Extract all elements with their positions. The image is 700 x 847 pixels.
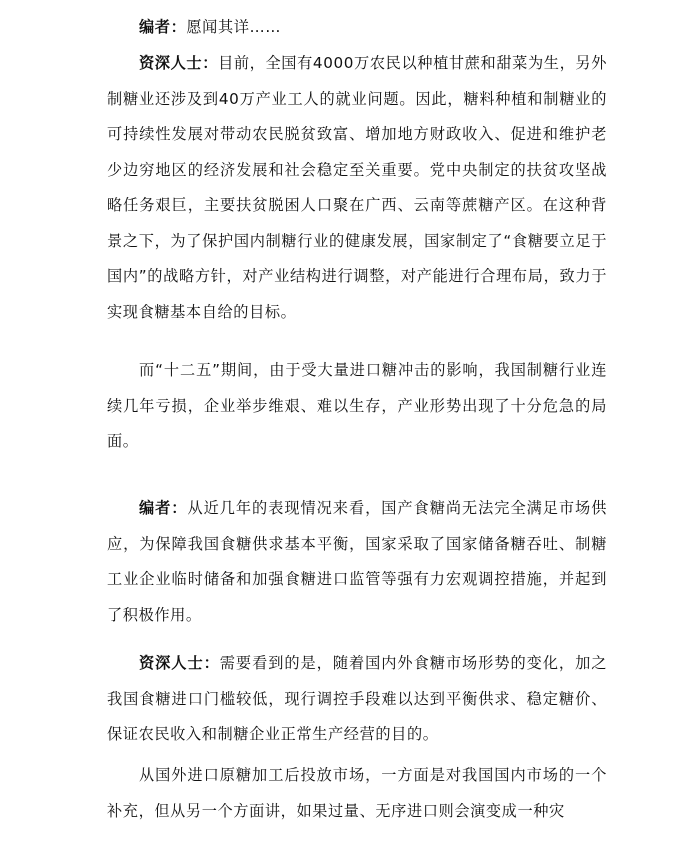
paragraph-text: 从国外进口原糖加工后投放市场，一方面是对我国国内市场的一个补充，但从另一个方面讲，如果过量、无序进口则会演变成一种灾 [107, 766, 607, 820]
speaker-label: 编者： [139, 18, 187, 36]
speaker-label: 资深人士： [139, 54, 219, 72]
paragraph-expert-answer-1 [107, 46, 607, 330]
speaker-label: 编者： [139, 499, 188, 517]
paragraph-text: 需要看到的是，随着国内外食糖市场形势的变化，加之我国食糖进口门槛较低，现行调控手段难以达到平衡供求、稳定糖价、保证农民收入和制糖企业正常生产经营的目的。 [107, 654, 608, 743]
paragraph-text: 愿闻其详…… [186, 18, 282, 36]
speaker-label: 资深人士： [139, 654, 220, 672]
paragraph-continuation-1 [107, 353, 607, 460]
paragraph-editor-question-1 [107, 10, 607, 46]
paragraph-expert-answer-2 [107, 646, 607, 753]
paragraph-editor-question-2 [107, 491, 607, 633]
paragraph-text: 从近几年的表现情况来看，国产食糖尚无法完全满足市场供应，为保障我国食糖供求基本平衡，国家采取了国家储备糖吞吐、制糖工业企业临时储备和加强食糖进口监管等强有力宏观调控措施，并起到了积极作用。 [107, 499, 607, 624]
paragraph-continuation-2 [107, 758, 607, 829]
paragraph-text: 目前，全国有4000万农民以种植甘蔗和甜菜为生，另外制糖业还涉及到40万产业工人的就业问题。因此，糖料种植和制糖业的可持续性发展对带动农民脱贫致富、增加地方财政收入、促进和维护老少边穷地区的经济发展和社会稳定至关重要。党中央制定的扶贫攻坚战略任务艰巨，主要扶贫脱困人口聚在广西、云南等蔗糖产区。在这种背景之下，为了保护国内制糖行业的健康发展，国家制定了“食糖要立足于国内”的战略方针，对产业结构进行调整，对产能进行合理布局，致力于实现食糖基本自给的目标。 [107, 54, 607, 321]
paragraph-text: 而“十二五”期间，由于受大量进口糖冲击的影响，我国制糖行业连续几年亏损，企业举步维艰、难以生存，产业形势出现了十分危急的局面。 [107, 361, 607, 450]
